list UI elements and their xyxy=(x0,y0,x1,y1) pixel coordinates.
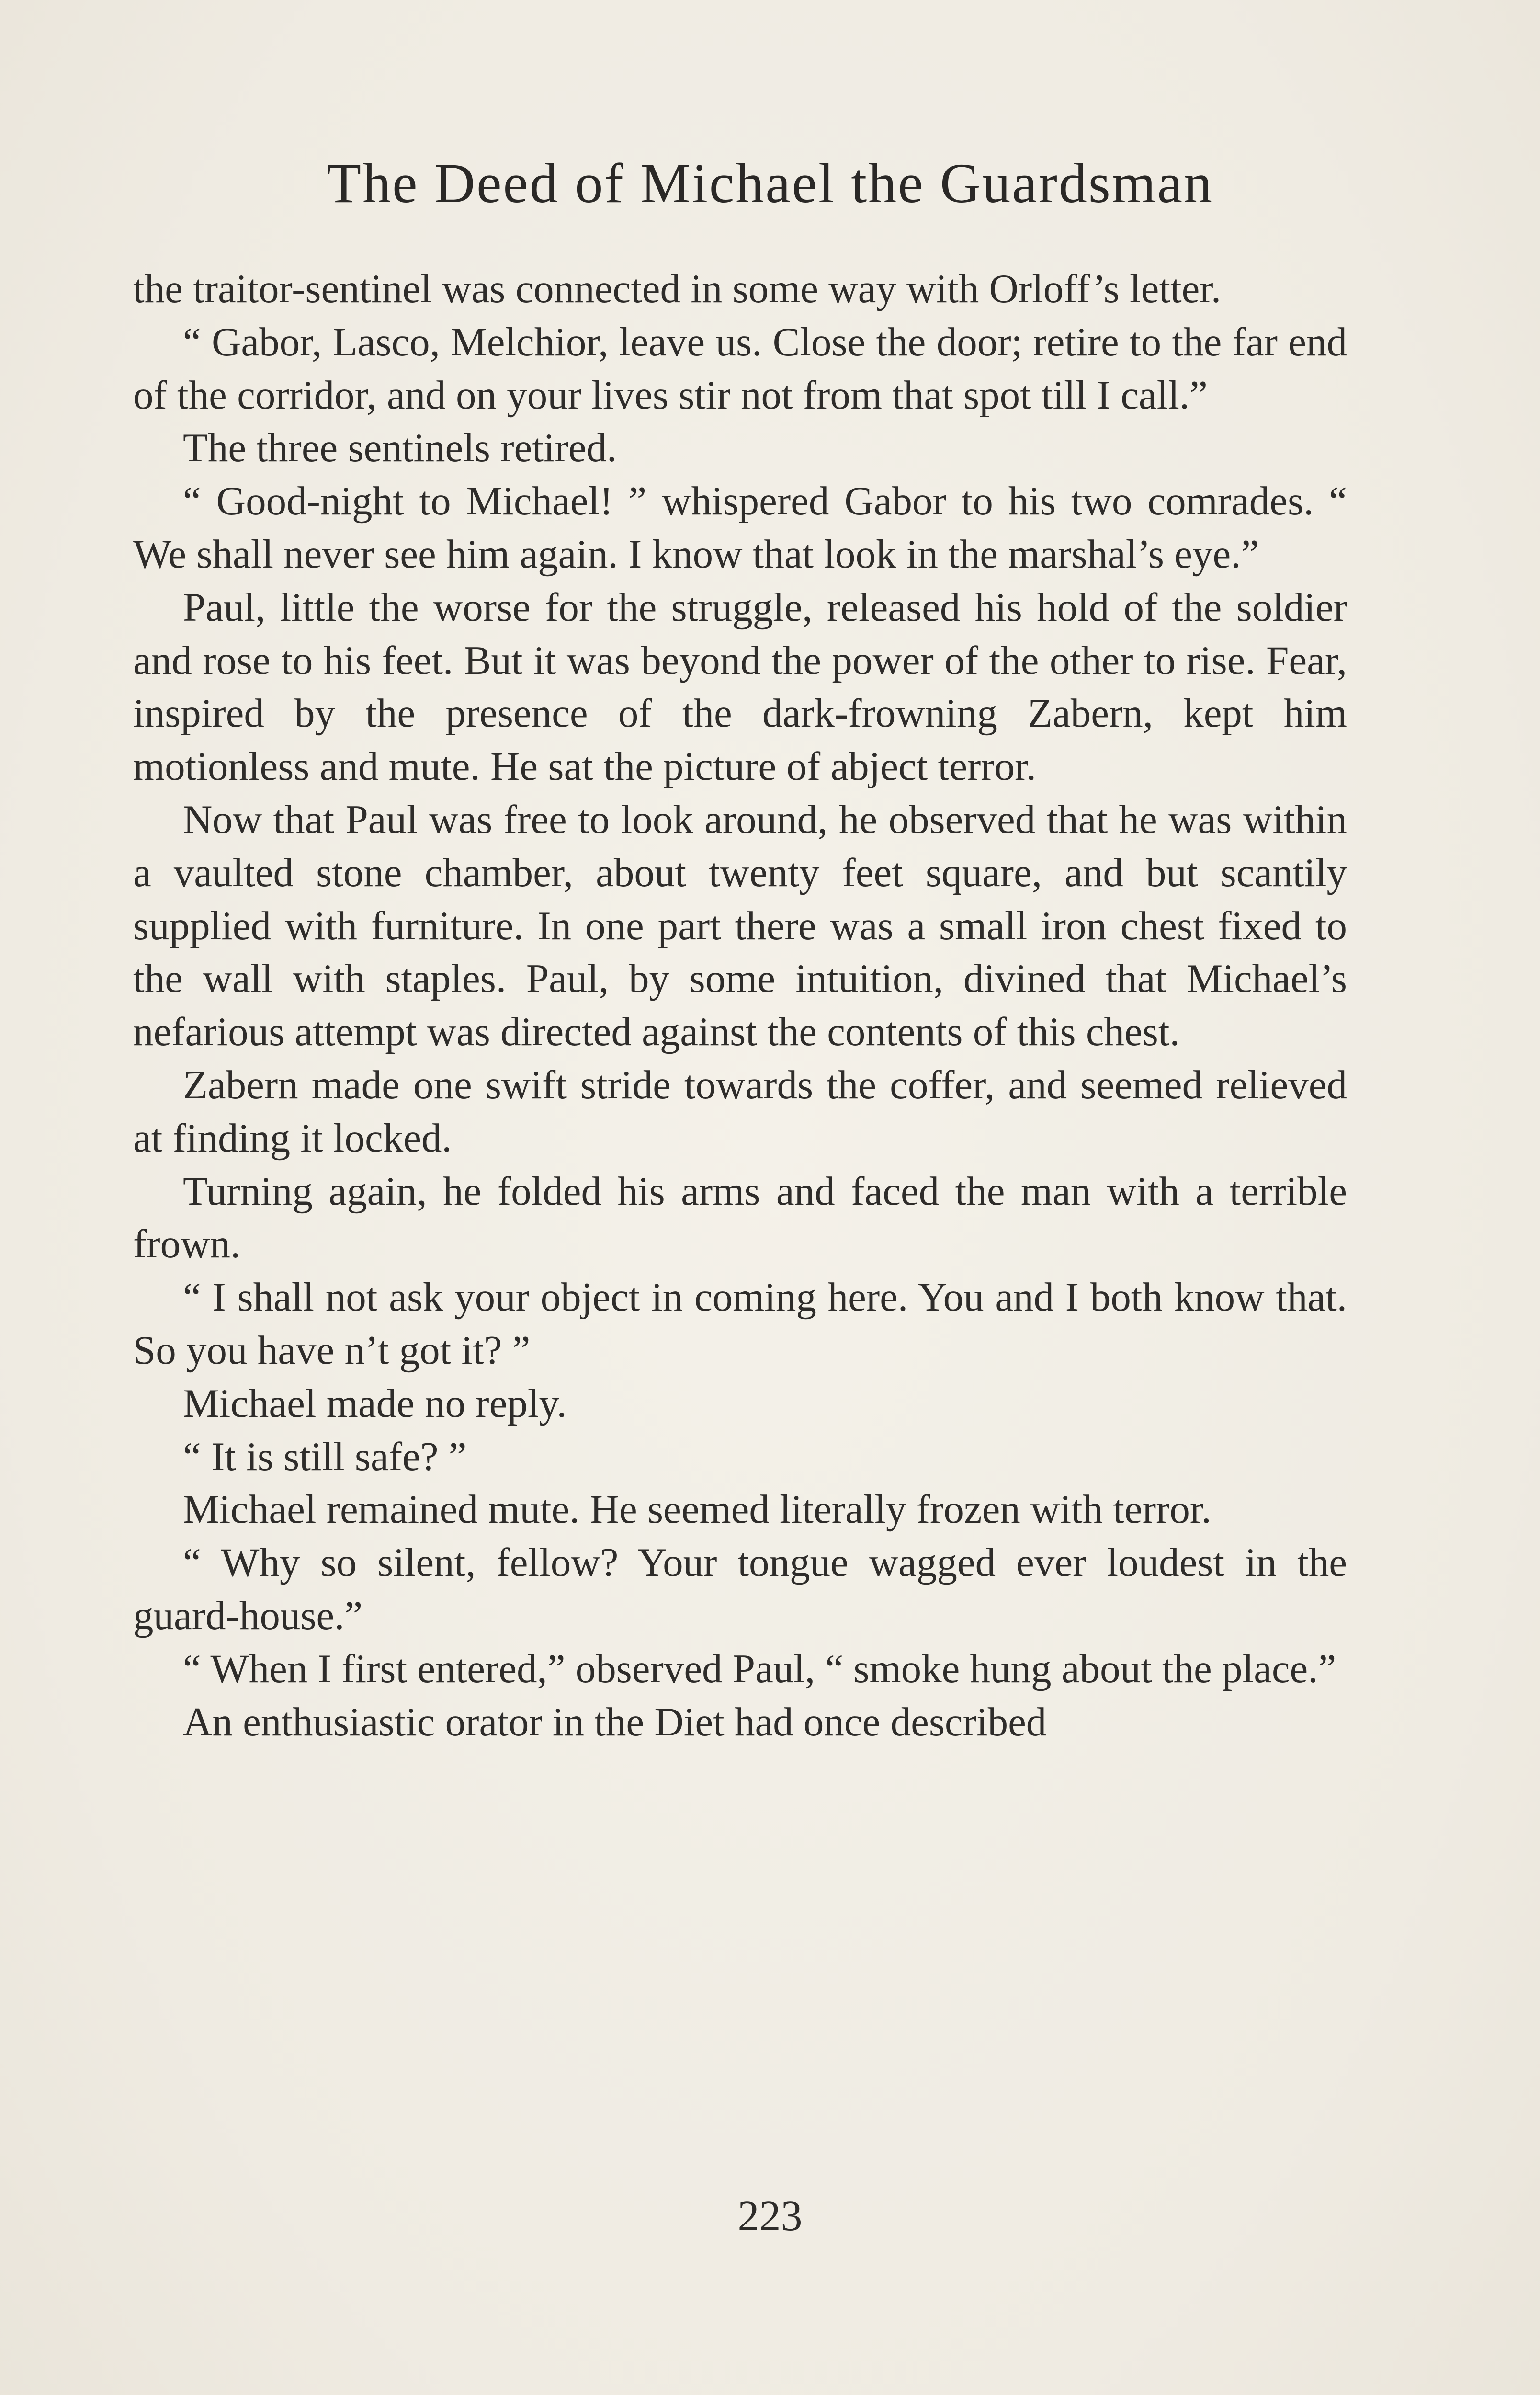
paragraph: “ It is still safe? ” xyxy=(183,1434,467,1479)
running-head: The Deed of Michael the Guardsman xyxy=(327,152,1213,215)
paragraph: “ Good-night to Michael! ” whispered Gabor to his two comrades. “ We shall never see him again. I know that look in the marshal’s eye.” xyxy=(133,479,1347,577)
paragraph: “ Gabor, Lasco, Melchior, leave us. Close the door; retire to the far end of the corridor, and on your lives stir not from that spot till I call.” xyxy=(133,319,1347,418)
paragraph: Michael made no reply. xyxy=(183,1380,567,1426)
paragraph: the traitor-sentinel was connected in some way with Orloff’s letter. xyxy=(133,266,1222,311)
paragraph: Michael remained mute. He seemed literally frozen with terror. xyxy=(183,1487,1212,1532)
paragraph: An enthusiastic orator in the Diet had once described xyxy=(183,1699,1047,1745)
paragraph: Zabern made one swift stride towards the coffer, and seemed relieved at finding it locked. xyxy=(133,1062,1347,1161)
paragraph: Turning again, he folded his arms and faced the man with a terrible frown. xyxy=(133,1168,1347,1267)
paragraph: Now that Paul was free to look around, he observed that he was within a vaulted stone chamber, about twenty feet square, and but scantily supplied with furniture. In one part there was a small iron chest fixed to the wall with staples. Paul, by some intuition, divined that Michael’s nefarious attempt was directed against the contents of this chest. xyxy=(133,797,1347,1055)
paragraph: The three sentinels retired. xyxy=(183,425,617,471)
paragraph: “ Why so silent, fellow? Your tongue wagged ever loudest in the guard-house.” xyxy=(133,1540,1347,1638)
paragraph: “ When I first entered,” observed Paul, “ smoke hung about the place.” xyxy=(183,1646,1336,1691)
page-number: 223 xyxy=(737,2192,803,2240)
paragraph: Paul, little the worse for the struggle, released his hold of the soldier and rose to his feet. But it was beyond the power of the other to rise. Fear, inspired by the presence of the dark-frowning Zabern, kept him motionless and mute. He sat the picture of abject terror. xyxy=(133,584,1347,789)
paragraph: “ I shall not ask your object in coming here. You and I both know that. So you have n’t got it? ” xyxy=(133,1275,1347,1373)
body-text xyxy=(133,262,1347,1748)
